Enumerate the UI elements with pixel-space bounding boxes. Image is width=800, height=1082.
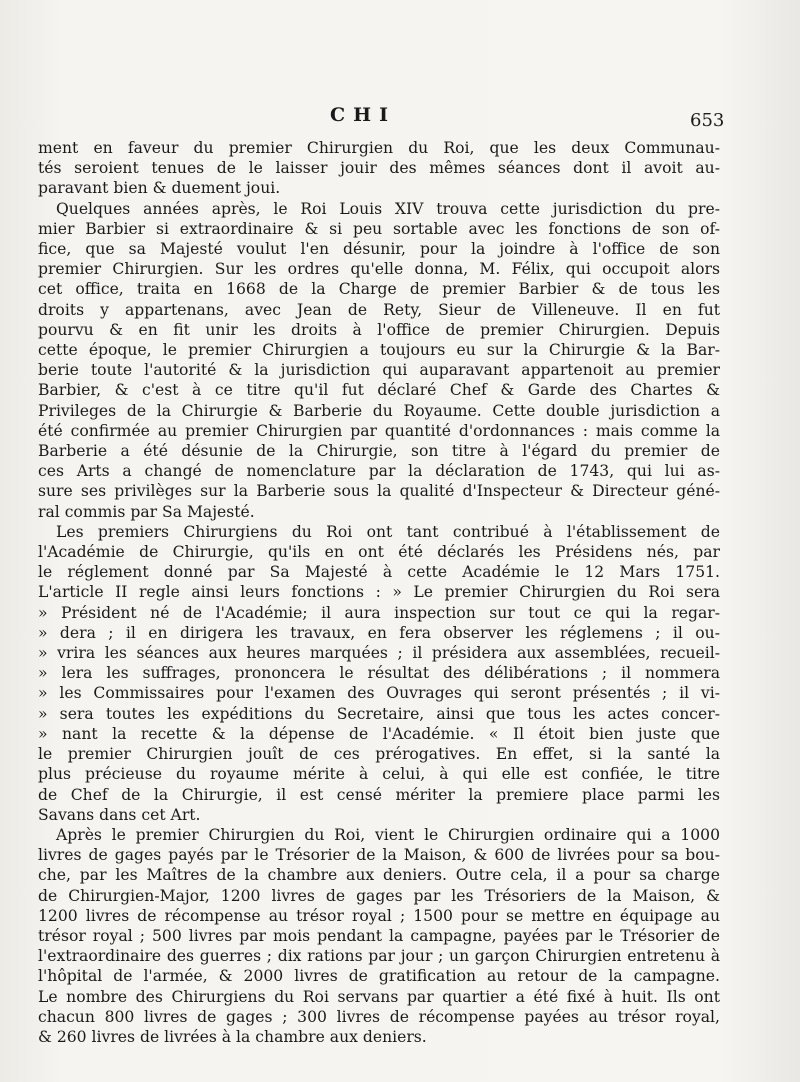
page-body <box>38 138 720 1047</box>
text-line: l'Académie de Chirurgie, qu'ils en ont été déclarés les Présidens nés, par <box>38 543 720 562</box>
text-line: le premier Chirurgien jouît de ces prérogatives. En effet, si la santé la <box>38 745 720 764</box>
text-line: Quelques années après, le Roi Louis XIV trouva cette jurisdiction du pre- <box>56 199 720 218</box>
text-line: ment en faveur du premier Chirurgien du Roi, que les deux Communau- <box>38 139 720 157</box>
text-line: » nant la recette & la dépense de l'Académie. « Il étoit bien juste que <box>38 724 720 743</box>
text-line: cette époque, le premier Chirurgien a toujours eu sur la Chirurgie & la Bar- <box>38 341 720 360</box>
page-header <box>0 102 800 132</box>
text-line: Les premiers Chirurgiens du Roi ont tant contribué à l'établissement de <box>56 522 720 541</box>
paragraph <box>38 825 720 987</box>
page-number: 653 <box>690 110 725 131</box>
paragraph <box>38 987 720 1048</box>
text-line: paravant bien & duement joui. <box>38 179 281 198</box>
text-line: » dera ; il en dirigera les travaux, en fera observer les réglemens ; il ou- <box>38 623 720 642</box>
text-line: » Président né de l'Académie; il aura inspection sur tout ce qui la regar- <box>38 603 720 622</box>
text-line: Après le premier Chirurgien du Roi, vient le Chirurgien ordinaire qui a 1000 <box>56 825 720 844</box>
text-line: fice, que sa Majesté voulut l'en désunir, pour la joindre à l'office de son <box>38 240 720 259</box>
text-line: » vrira les séances aux heures marquées ; il présidera aux assemblées, recueil- <box>38 644 720 663</box>
text-line: » lera les suffrages, prononcera le résultat des délibérations ; il nommera <box>38 664 720 683</box>
text-line: ral commis par Sa Majesté. <box>38 502 255 521</box>
text-line: trésor royal ; 500 livres par mois pendant la campagne, payées par le Trésorier de <box>38 926 720 945</box>
text-line: tés seroient tenues de le laisser jouir des mêmes séances dont il avoit au- <box>38 159 720 178</box>
text-line: Barberie a été désunie de la Chirurgie, son titre à l'égard du premier de <box>38 442 720 461</box>
text-line: l'extraordinaire des guerres ; dix rations par jour ; un garçon Chirurgien entretenu à <box>38 947 720 966</box>
text-line: chacun 800 livres de gages ; 300 livres de récompense payées au trésor royal, <box>38 1007 720 1026</box>
text-line: Privileges de la Chirurgie & Barberie du Royaume. Cette double jurisdiction a <box>38 401 720 420</box>
text-line: L'article II regle ainsi leurs fonctions : » Le premier Chirurgien du Roi sera <box>38 583 720 602</box>
text-line: Savans dans cet Art. <box>38 805 201 824</box>
text-line: sure ses privilèges sur la Barberie sous la qualité d'Inspecteur & Directeur géné- <box>38 482 720 501</box>
paragraph <box>38 138 720 199</box>
text-line: che, par les Maîtres de la chambre aux deniers. Outre cela, il a pour sa charge <box>38 866 720 885</box>
text-line: premier Chirurgien. Sur les ordres qu'elle donna, M. Félix, qui occupoit alors <box>38 260 720 279</box>
text-line: Barbier, & c'est à ce titre qu'il fut déclaré Chef & Garde des Chartes & <box>38 381 720 400</box>
text-line: livres de gages payés par le Trésorier de la Maison, & 600 de livrées pour sa bou- <box>38 846 720 865</box>
text-line: » sera toutes les expéditions du Secretaire, ainsi que tous les actes concer- <box>38 704 720 723</box>
text-line: cet office, traita en 1668 de la Charge de premier Barbier & de tous les <box>38 280 720 299</box>
text-line: droits y appartenans, avec Jean de Rety, Sieur de Villeneuve. Il en fut <box>38 300 720 319</box>
text-line: le réglement donné par Sa Majesté à cette Académie le 12 Mars 1751. <box>38 563 720 582</box>
text-line: plus précieuse du royaume mérite à celui, à qui elle est confiée, le titre <box>38 765 720 784</box>
running-head: CHI <box>330 104 396 126</box>
text-line: été confirmée au premier Chirurgien par quantité d'ordonnances : mais comme la <box>38 421 720 440</box>
text-line: & 260 livres de livrées à la chambre aux deniers. <box>38 1027 427 1046</box>
text-line: pourvu & en fit unir les droits à l'office de premier Chirurgien. Depuis <box>38 320 720 339</box>
text-line: ces Arts a changé de nomenclature par la déclaration de 1743, qui lui as- <box>38 462 720 481</box>
text-line: l'hôpital de l'armée, & 2000 livres de gratification au retour de la campagne. <box>38 967 720 986</box>
text-line: de Chef de la Chirurgie, il est censé mériter la premiere place parmi les <box>38 785 720 804</box>
text-line: 1200 livres de récompense au trésor royal ; 1500 pour se mettre en équipage au <box>38 906 720 925</box>
paragraph <box>38 199 720 522</box>
text-line: berie toute l'autorité & la jurisdiction qui auparavant appartenoit au premier <box>38 361 720 380</box>
text-line: Le nombre des Chirurgiens du Roi servans par quartier a été fixé à huit. Ils ont <box>38 987 720 1006</box>
text-line: » les Commissaires pour l'examen des Ouvrages qui seront présentés ; il vi- <box>38 684 720 703</box>
text-line: mier Barbier si extraordinaire & si peu sortable avec les fonctions de son of- <box>38 219 720 238</box>
text-line: de Chirurgien-Major, 1200 livres de gages par les Trésoriers de la Maison, & <box>38 886 720 905</box>
paragraph <box>38 522 720 825</box>
